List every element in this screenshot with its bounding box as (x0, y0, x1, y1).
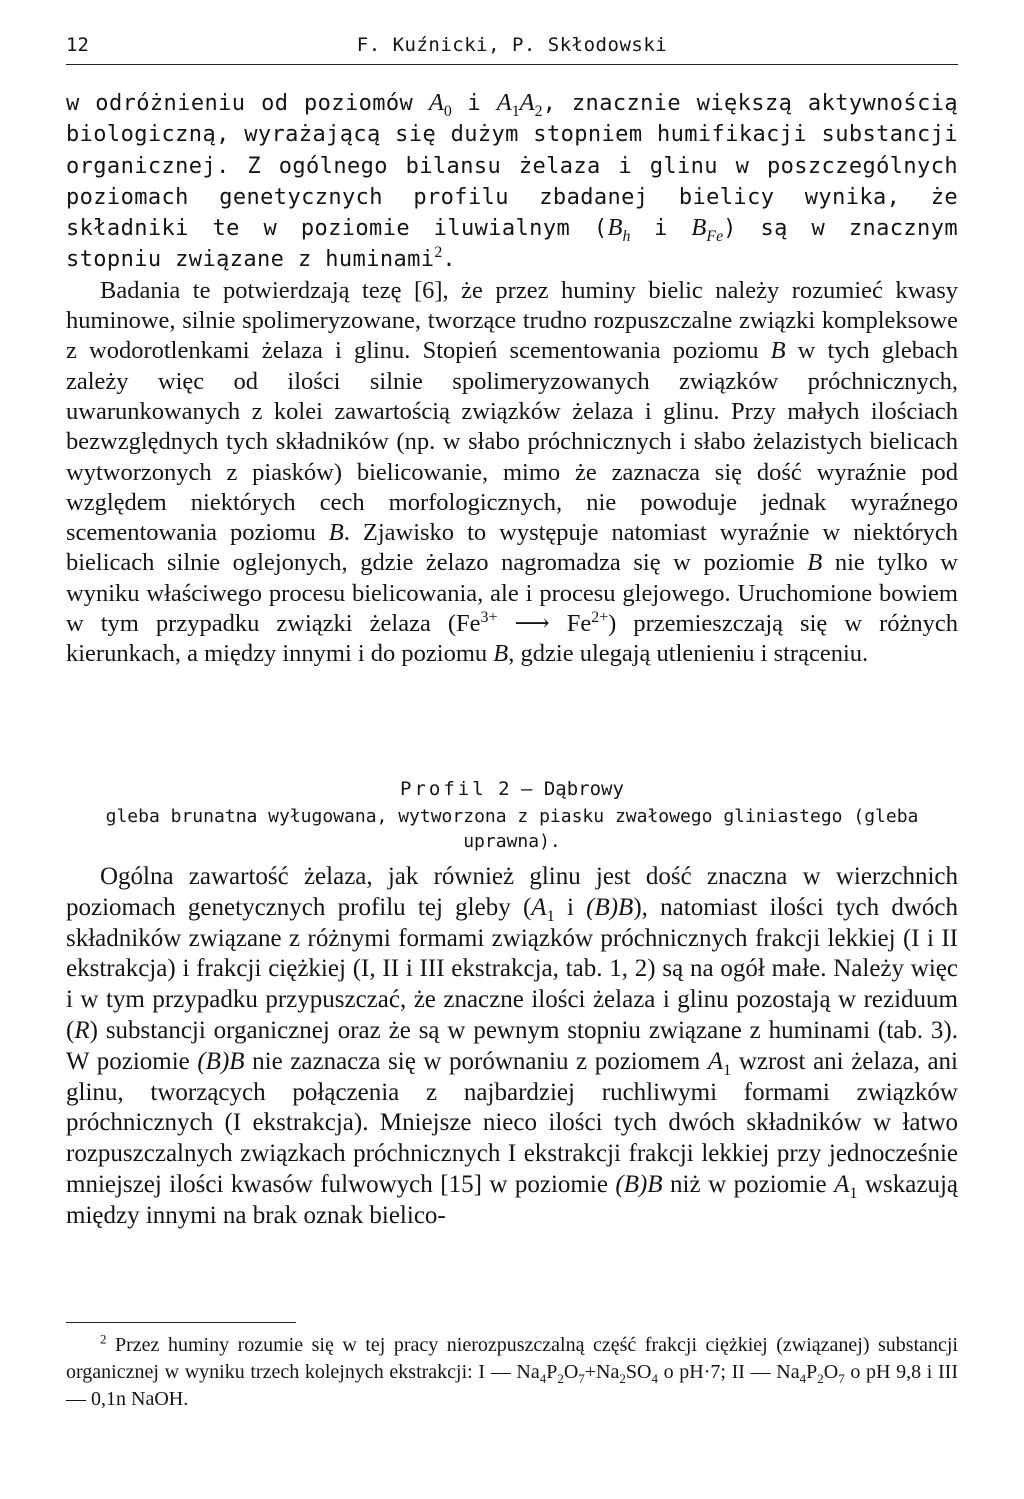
footnote-ref[interactable]: 2 (434, 244, 443, 262)
page-number: 12 (66, 34, 89, 56)
body-text-2 (66, 862, 958, 1232)
body-text (66, 88, 958, 670)
running-header (66, 30, 958, 65)
footnote-divider (66, 1322, 296, 1323)
footnote-number: 2 (100, 1331, 107, 1347)
paragraph-1: w odróżnieniu od poziomów $A_0$ i $A_1A_2$, znacznie większą aktywnością biologiczną, wyrażającą się dużym stopniem humifikacji substancji organicznej. Z ogólnego bilansu żelaza i glinu w poszczególnych poziomach genetycznych profilu zbadanej bielicy wynika, że składniki te w poziomie iluwialnym ($B_h$ i $B_{Fe}$) są w znacznym stopniu związane z huminami$^2$. (66, 89, 958, 273)
profile-description: gleba brunatna wyługowana, wytworzona z piasku zwałowego gliniastego (gleba uprawna). (105, 806, 919, 852)
running-head-authors: F. Kuźnicki, P. Skłodowski (356, 34, 668, 56)
footnote (66, 1332, 958, 1413)
paragraph-2: Badania te potwierdzają tezę [6], że przez huminy bielic należy rozumieć kwasy huminowe, silnie spolimeryzowane, tworzące trudno rozpuszczalne związki kompleksowe z wodorotlenkami żelaza i glinu. Stopień scementowania poziomu B w tych glebach zależy więc od ilości silnie spolimeryzowanych związków próchnicznych, uwarunkowanych z kolei zawartością związków żelaza i glinu. Przy małych ilościach bezwzględnych tych składników (np. w słabo próchnicznych i słabo żelazistych bielicach wytworzonych z piasków) bielicowanie, mimo że zaznacza się dość wyraźnie pod względem niektórych cech morfologicznych, nie powoduje jednak wyraźnego scementowania poziomu B. Zjawisko to występuje natomiast wyraźnie w niektórych bielicach silnie oglejonych, gdzie żelazo nagromadza się w poziomie B nie tylko w wyniku właściwego procesu bielicowania, ale i procesu glejowego. Uruchomione bowiem w tym przypadku związki żelaza ($Fe^{3+}$ ⟶ $Fe^{2+}$) przemieszczają się w różnych kierunkach, a między innymi i do poziomu B, gdzie ulegają utlenieniu i strąceniu. (66, 276, 958, 668)
footnote-2: $^2$ Przez huminy rozumie się w tej pracy nierozpuszczalną część frakcji ciężkiej (związanej) substancji organicznej w wyniku trzech kolejnych ekstrakcji: I — $Na_4P_2O_7+Na_2SO_4$ o pH·7; II — $Na_4P_2O_7$ o pH 9,8 i III — 0,1n NaOH. (66, 1331, 959, 1410)
paragraph-3: Ogólna zawartość żelaza, jak również glinu jest dość znaczna w wierzchnich poziomach genetycznych profilu tej gleby ($A_1$ i (B)B), natomiast ilości tych dwóch składników związane z różnymi formami związków próchnicznych frakcji lekkiej (I i II ekstrakcja) i frakcji ciężkiej (I, II i III ekstrakcja, tab. 1, 2) są na ogół małe. Należy więc i w tym przypadku przypuszczać, że znaczne ilości żelaza i glinu pozostają w reziduum (R) substancji organicznej oraz że są w pewnym stopniu związane z huminami (tab. 3). W poziomie (B)B nie zaznacza się w porównaniu z poziomem $A_1$ wzrost ani żelaza, ani glinu, tworzących połączenia z najbardziej ruchliwymi formami związków próchnicznych (I ekstrakcja). Mniejsze nieco ilości tych dwóch składników w łatwo rozpuszczalnych związkach próchnicznych I ekstrakcji frakcji lekkiej przy jednocześnie mniejszej ilości kwasów fulwowych [15] w poziomie (B)B niż w poziomie $A_1$ wskazują między innymi na brak oznak bielico- (66, 863, 959, 1229)
profile-heading: Profil 2 — Dąbrowy (400, 778, 624, 800)
